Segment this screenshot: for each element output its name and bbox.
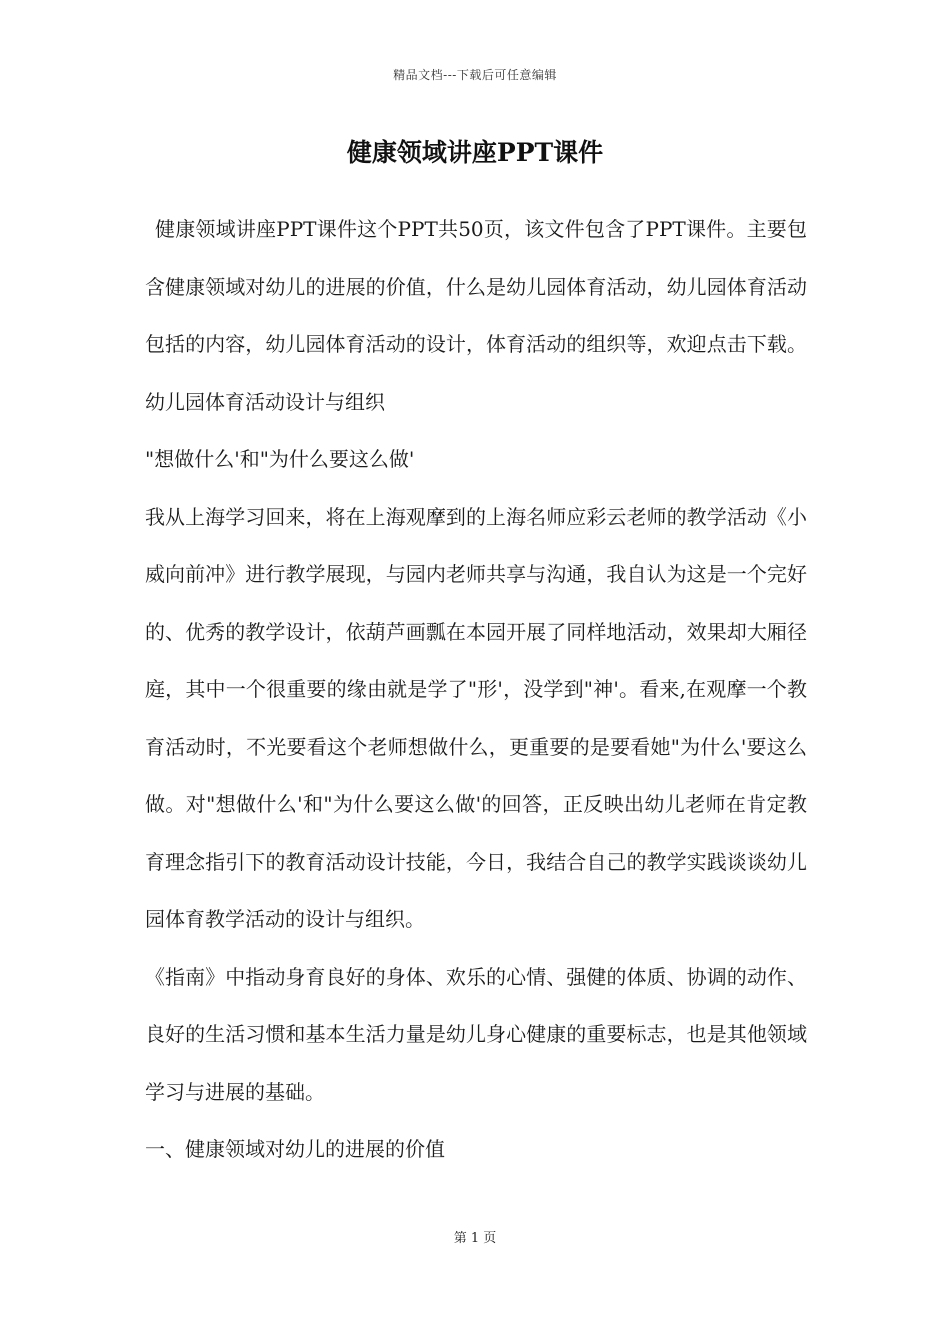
header-note: 精品文档---下载后可任意编辑 [393,68,557,82]
paragraph-intro: 健康领域讲座PPT课件这个PPT共50页，该文件包含了PPT课件。主要包含健康领域对幼儿的进展的价值，什么是幼儿园体育活动，幼儿园体育活动包括的内容，幼儿园体育活动的设计，体育活动的组织等，欢迎点击下载。幼儿园体育活动设计与组织 [145,217,807,414]
page-number: 第 1 页 [453,1231,497,1246]
page-title: 健康领域讲座PPT课件 [346,138,604,167]
paragraph-story: 我从上海学习回来，将在上海观摩到的上海名师应彩云老师的教学活动《小威向前冲》进行教学展现，与园内老师共享与沟通，我自认为这是一个完好的、优秀的教学设计，依葫芦画瓢在本园开展了同样地活动，效果却大厢径庭，其中一个很重要的缘由就是学了"形'，没学到"神'。看来,在观摩一个教育活动时，不光要看这个老师想做什么，更重要的是要看她"为什么'要这么做。对"想做什么'和"为什么要这么做'的回答，正反映出幼儿老师在肯定教育理念指引下的教育活动设计技能，今日，我结合自己的教学实践谈谈幼儿园体育教学活动的设计与组织。 [145,504,807,931]
document-body [145,201,807,1179]
section-heading-1: 一、健康领域对幼儿的进展的价值 [145,1137,445,1161]
paragraph-subtitle: "想做什么'和"为什么要这么做' [145,447,415,471]
paragraph-guide: 《指南》中指动身育良好的身体、欢乐的心情、强健的体质、协调的动作、良好的生活习惯和基本生活力量是幼儿身心健康的重要标志，也是其他领域学习与进展的基础。 [145,964,807,1104]
